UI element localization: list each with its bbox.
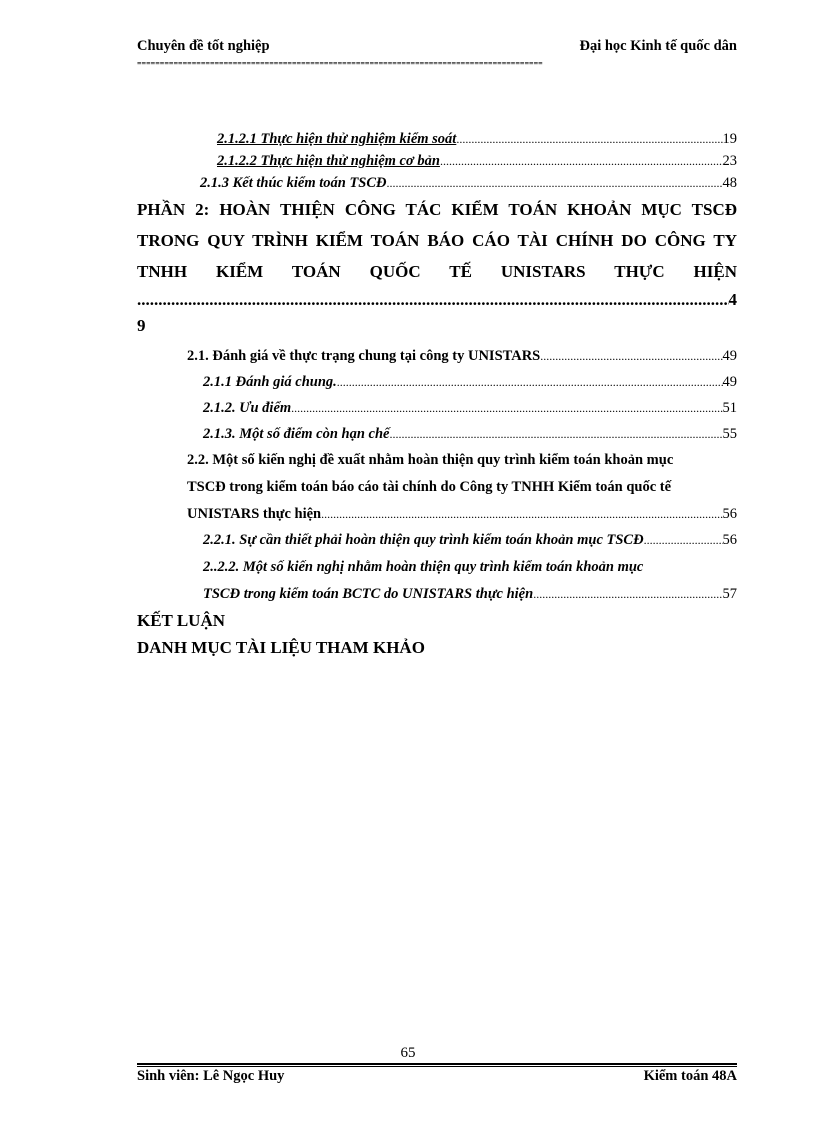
toc-entry-title[interactable]: 2.1.3 Kết thúc kiểm toán TSCĐ — [200, 175, 387, 191]
toc-entry[interactable] — [137, 554, 737, 607]
toc-part2-leader — [137, 287, 737, 313]
toc-entry[interactable] — [137, 527, 737, 554]
toc-leader — [387, 172, 723, 194]
toc-entry-title[interactable]: 2.1.2. Ưu điểm — [203, 400, 292, 416]
toc-leader — [533, 581, 722, 607]
header-right: Đại học Kinh tế quốc dân — [579, 38, 737, 54]
toc-entry-page: 56 — [722, 532, 737, 548]
toc-entry-page: 23 — [722, 153, 737, 169]
toc-leader — [291, 395, 722, 421]
toc-leader — [456, 128, 722, 150]
toc-entry-title[interactable]: 2.2.1. Sự cần thiết phải hoàn thiện quy trình kiểm toán khoản mục TSCĐ — [203, 532, 644, 548]
table-of-contents — [137, 128, 737, 661]
toc-entry-title[interactable]: TSCĐ trong kiểm toán BCTC do UNISTARS thực hiện — [203, 586, 534, 602]
toc-entry-title-line[interactable]: 2..2.2. Một số kiến nghị nhằm hoàn thiện quy trình kiểm toán khoản mục — [203, 559, 644, 575]
toc-entry[interactable] — [137, 395, 737, 421]
toc-entry-last-line[interactable] — [203, 581, 737, 607]
toc-entry-title[interactable]: UNISTARS thực hiện — [187, 506, 322, 522]
toc-leader — [337, 369, 723, 395]
toc-entry-title[interactable]: 2.1.1 Đánh giá chung. — [203, 374, 337, 390]
toc-part2-page-a: 4 — [728, 290, 737, 309]
toc-entry-title[interactable]: 2.1.3. Một số điểm còn hạn chế — [203, 426, 390, 442]
header-left: Chuyên đề tốt nghiệp — [137, 38, 270, 54]
toc-entry[interactable] — [137, 343, 737, 369]
toc-part2-page-b-row — [137, 313, 737, 339]
toc-entry[interactable] — [137, 447, 737, 527]
footer-right: Kiểm toán 48A — [643, 1068, 737, 1084]
toc-entry-title[interactable]: 2.1. Đánh giá về thực trạng chung tại công ty UNISTARS — [187, 348, 541, 364]
toc-leader — [390, 421, 723, 447]
toc-leader — [321, 501, 722, 527]
header-rule: ========================================================================================= — [137, 61, 543, 67]
toc-entry-title[interactable]: 2.1.2.1 Thực hiện thử nghiệm kiểm soát — [217, 131, 457, 147]
footer-rule-thick — [137, 1063, 737, 1065]
toc-entry-title-line[interactable]: TSCĐ trong kiểm toán báo cáo tài chính do Công ty TNHH Kiểm toán quốc tế — [187, 479, 672, 495]
toc-entry-page: 48 — [722, 175, 737, 191]
toc-entry-title-line[interactable]: 2.2. Một số kiến nghị đề xuất nhằm hoàn thiện quy trình kiểm toán khoản mục — [187, 452, 674, 468]
toc-entry-page: 56 — [722, 506, 737, 522]
footer-left: Sinh viên: Lê Ngọc Huy — [137, 1068, 285, 1084]
toc-entry-page: 57 — [722, 586, 737, 602]
toc-entry[interactable] — [137, 150, 737, 172]
page-number: 65 — [400, 1045, 416, 1061]
toc-entry-page: 49 — [722, 348, 737, 364]
toc-references[interactable]: DANH MỤC TÀI LIỆU THAM KHẢO — [137, 638, 425, 657]
footer-rule-thin — [137, 1066, 737, 1067]
toc-entry-page: 55 — [722, 426, 737, 442]
toc-entry-title[interactable]: 2.1.2.2 Thực hiện thử nghiệm cơ bản — [217, 153, 440, 169]
toc-entry-page: 49 — [722, 374, 737, 390]
toc-entry[interactable] — [137, 128, 737, 150]
toc-entry[interactable] — [137, 369, 737, 395]
toc-leader — [644, 527, 723, 554]
toc-entry-page: 19 — [722, 131, 737, 147]
toc-entry[interactable] — [137, 172, 737, 194]
toc-part2-title[interactable]: PHẦN 2: HOÀN THIỆN CÔNG TÁC KIỂM TOÁN KHOẢN MỤC TSCĐ TRONG QUY TRÌNH KIỂM TOÁN BÁO CÁO TÀI CHÍNH DO CÔNG TY TNHH KIỂM TOÁN QUỐC TẾ UNISTARS THỰC HIỆN — [137, 200, 737, 281]
toc-conclusion[interactable]: KẾT LUẬN — [137, 611, 226, 630]
toc-part2-page-b: 9 — [137, 316, 146, 335]
page-header — [137, 38, 737, 58]
toc-entry-last-line[interactable] — [187, 501, 737, 527]
toc-leader — [440, 150, 723, 172]
toc-leader — [540, 343, 722, 369]
toc-entry[interactable] — [137, 421, 737, 447]
toc-entry-page: 51 — [722, 400, 737, 416]
toc-leader — [137, 287, 729, 313]
